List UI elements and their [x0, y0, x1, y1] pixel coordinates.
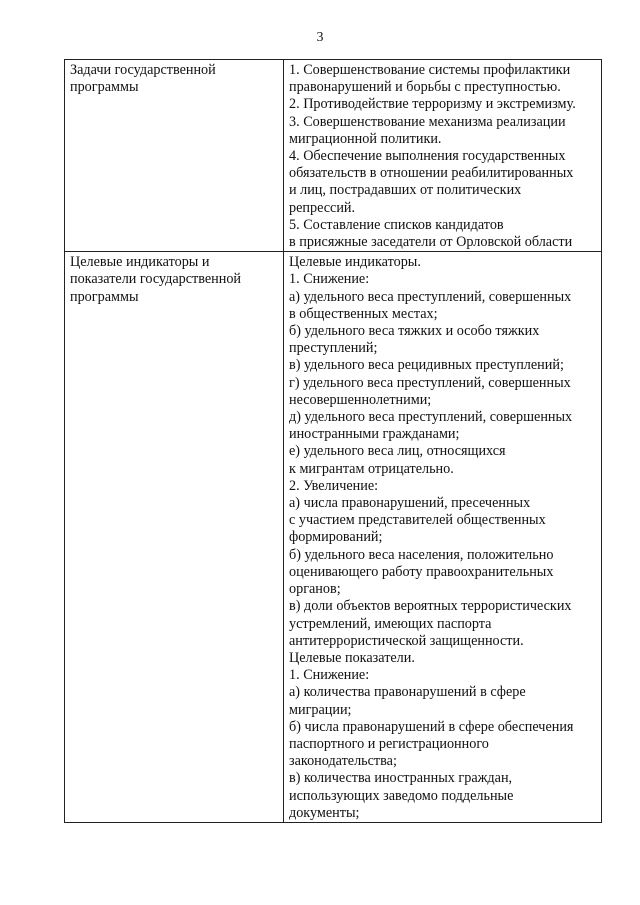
indicators-line: оценивающего работу правоохранительных [289, 563, 554, 580]
indicators-line: 1. Снижение: [289, 271, 370, 288]
indicators-label-line: программы [70, 288, 139, 305]
indicators-line: формирований; [289, 529, 383, 546]
indicators-line: в общественных местах; [289, 305, 438, 322]
indicators-label-line: Целевые индикаторы и [70, 254, 210, 271]
indicators-line: а) числа правонарушений, пресеченных [289, 495, 531, 512]
indicators-label-line: показатели государственной [70, 271, 242, 288]
tasks-line: в присяжные заседатели от Орловской области [289, 234, 573, 251]
indicators-line: в) доли объектов вероятных террористических [289, 598, 572, 615]
indicators-line: с участием представителей общественных [289, 512, 546, 529]
page-number: 3 [316, 30, 324, 45]
indicators-content-cell [284, 252, 602, 823]
indicators-label-cell [65, 252, 284, 823]
tasks-line: 3. Совершенствование механизма реализации [289, 113, 566, 130]
indicators-line: д) удельного веса преступлений, совершенных [289, 409, 573, 426]
table-row-indicators [65, 252, 602, 823]
indicators-line: 1. Снижение: [289, 667, 370, 684]
program-passport-table [64, 59, 602, 823]
indicators-line: документы; [289, 804, 360, 821]
indicators-line: устремлений, имеющих паспорта [289, 615, 492, 632]
tasks-label-line: программы [70, 79, 139, 96]
indicators-line: законодательства; [289, 753, 397, 770]
indicators-line: а) удельного веса преступлений, совершенных [289, 288, 572, 305]
tasks-line: правонарушений и борьбы с преступностью. [289, 79, 561, 96]
tasks-line: 4. Обеспечение выполнения государственных [289, 148, 566, 165]
indicators-line: в) удельного веса рецидивных преступлений; [289, 357, 564, 374]
indicators-line: а) количества правонарушений в сфере [289, 684, 526, 701]
indicators-line: б) числа правонарушений в сфере обеспечения [289, 718, 574, 735]
indicators-line: в) количества иностранных граждан, [289, 770, 513, 787]
tasks-line: 2. Противодействие терроризму и экстремизму. [289, 96, 576, 113]
indicators-line: Целевые индикаторы. [289, 254, 421, 271]
tasks-label-line: Задачи государственной [70, 62, 216, 78]
table-row-tasks [65, 60, 602, 252]
indicators-line: б) удельного веса тяжких и особо тяжких [289, 323, 540, 340]
tasks-line: 1. Совершенствование системы профилактики [289, 62, 571, 78]
indicators-line: преступлений; [289, 340, 378, 357]
tasks-line: и лиц, пострадавших от политических [289, 182, 522, 199]
indicators-line: миграции; [289, 701, 352, 718]
indicators-line: 2. Увеличение: [289, 477, 379, 494]
indicators-line: антитеррористической защищенности. [289, 632, 524, 649]
tasks-line: миграционной политики. [289, 130, 442, 147]
tasks-line: репрессий. [289, 199, 356, 216]
indicators-line: несовершеннолетними; [289, 391, 432, 408]
indicators-line: паспортного и регистрационного [289, 735, 489, 752]
indicators-line: органов; [289, 581, 341, 598]
indicators-line: Целевые показатели. [289, 649, 415, 666]
indicators-line: б) удельного веса населения, положительно [289, 546, 554, 563]
indicators-line: г) удельного веса преступлений, совершенных [289, 374, 571, 391]
tasks-line: обязательств в отношении реабилитированных [289, 165, 574, 182]
tasks-content-cell [284, 60, 602, 252]
indicators-line: использующих заведомо поддельные [289, 787, 514, 804]
tasks-label-cell [65, 60, 284, 252]
indicators-line: к мигрантам отрицательно. [289, 460, 454, 477]
tasks-line: 5. Составление списков кандидатов [289, 216, 504, 233]
indicators-line: е) удельного веса лиц, относящихся [289, 443, 506, 460]
indicators-line: иностранными гражданами; [289, 426, 460, 443]
